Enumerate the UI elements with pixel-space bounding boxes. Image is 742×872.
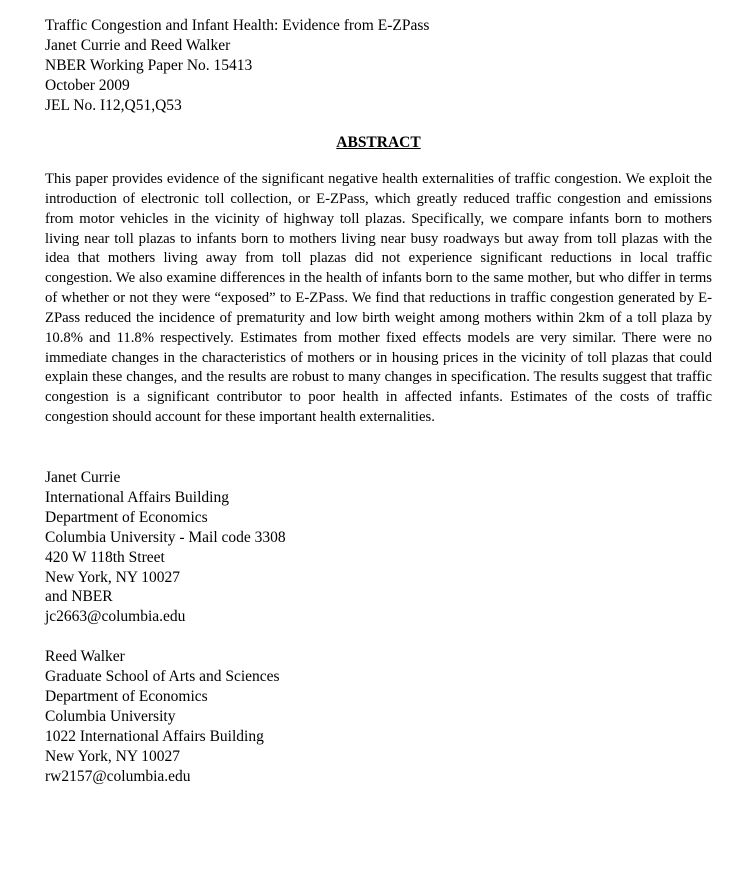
address-name: Janet Currie [45, 468, 121, 486]
address-email: rw2157@columbia.edu [45, 767, 191, 785]
address-email: jc2663@columbia.edu [45, 608, 186, 626]
address-line: Graduate School of Arts and Sciences [45, 668, 280, 686]
paper-authors: Janet Currie and Reed Walker [45, 37, 231, 54]
paper-date: October 2009 [45, 77, 130, 94]
jel-codes: JEL No. I12,Q51,Q53 [45, 97, 182, 114]
author-address-currie [45, 468, 712, 627]
address-line: New York, NY 10027 [45, 568, 181, 586]
address-line: Columbia University [45, 707, 176, 725]
address-line: 1022 International Affairs Building [45, 727, 264, 745]
address-line: New York, NY 10027 [45, 747, 181, 765]
address-line: and NBER [45, 588, 113, 606]
working-paper-number: NBER Working Paper No. 15413 [45, 57, 253, 74]
author-address-walker [45, 647, 712, 786]
abstract-heading: ABSTRACT [336, 134, 421, 151]
paper-title: Traffic Congestion and Infant Health: Evidence from E-ZPass [45, 17, 430, 34]
address-line: Department of Economics [45, 508, 208, 526]
abstract-text: This paper provides evidence of the significant negative health externalities of traffic congestion. We exploit the introduction of electronic toll collection, or E-ZPass, which greatly reduced traffic congestion and emissions from motor vehicles in the vicinity of highway toll plazas. Specifically, we compare infants born to mothers living near toll plazas to infants born to mothers living near busy roadways but away from toll plazas with the idea that mothers living away from toll plazas did not experience significant reductions in local traffic congestion. We also examine differences in the health of infants born to the same mother, but who differ in terms of whether or not they were “exposed” to E-ZPass. We find that reductions in traffic congestion generated by E-ZPass reduced the incidence of prematurity and low birth weight among mothers within 2km of a toll plaza by 10.8% and 11.8% respectively. Estimates from mother fixed effects models are very similar. There were no immediate changes in the characteristics of mothers or in housing prices in the vicinity of toll plazas that could explain these changes, and the results are robust to many changes in specification. The results suggest that traffic congestion is a significant contributor to poor health in affected infants. Estimates of the costs of traffic congestion should account for these important health externalities. [45, 171, 712, 426]
paper-header [45, 16, 712, 116]
address-name: Reed Walker [45, 648, 125, 666]
paper-title-page [45, 16, 712, 786]
address-line: Columbia University - Mail code 3308 [45, 528, 286, 546]
address-line: Department of Economics [45, 687, 208, 705]
address-line: International Affairs Building [45, 488, 229, 506]
address-line: 420 W 118th Street [45, 548, 165, 566]
